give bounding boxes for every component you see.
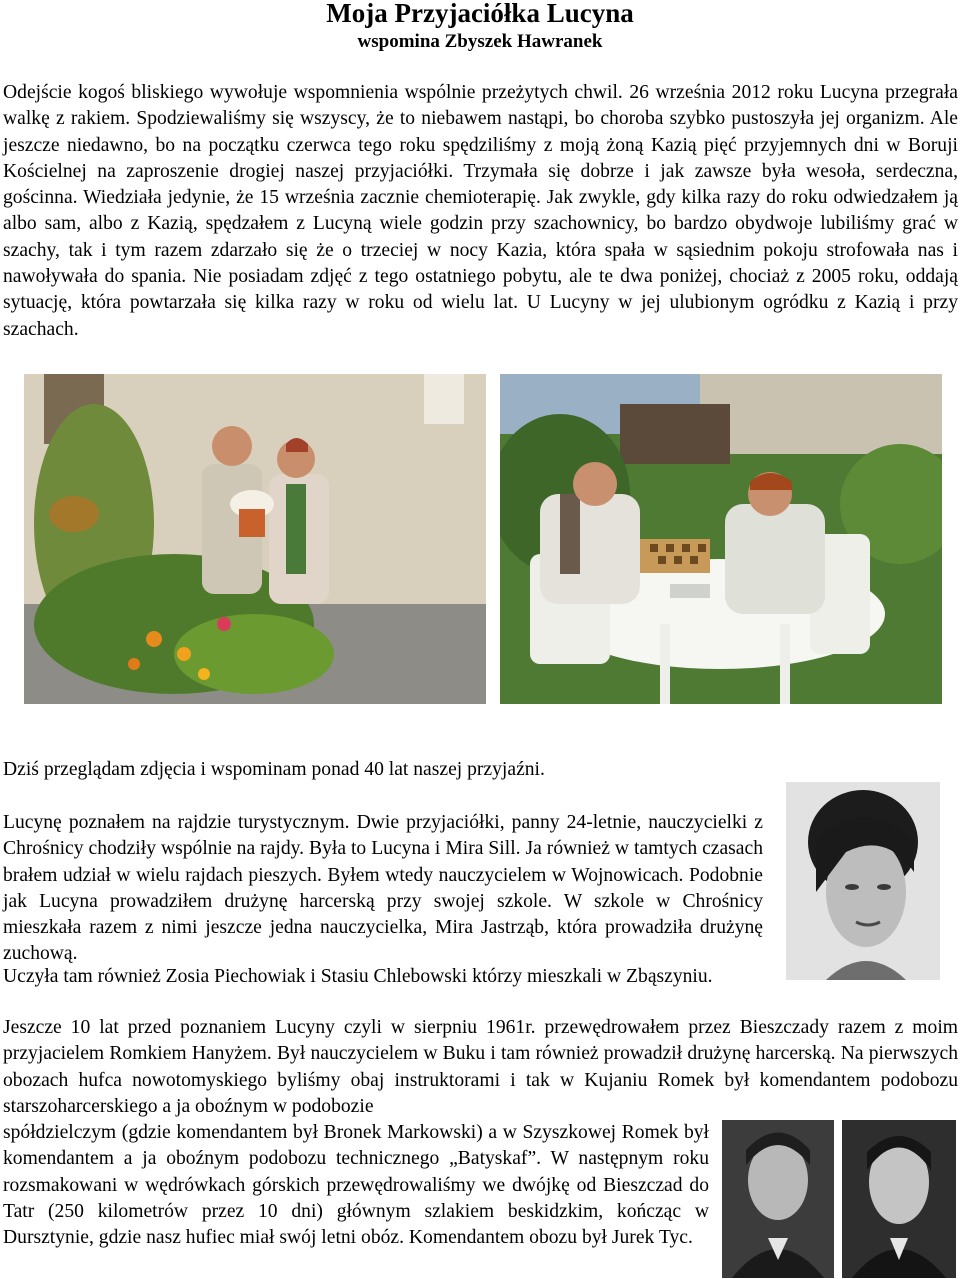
paragraph-meeting-end: Uczyła tam również Zosia Piechowiak i Stasiu Chlebowski którzy mieszkali w Zbąszyniu. <box>3 966 713 987</box>
page-subtitle: wspomina Zbyszek Hawranek <box>357 31 603 52</box>
garden-photo <box>24 374 486 704</box>
lucyna-portrait-photo <box>786 782 940 980</box>
paragraph-intro: Odejście kogoś bliskiego wywołuje wspomnienia wspólnie przeżytych chwil. 26 września 2012 roku Lucyna przegrała walkę z rakiem. Spodziewaliśmy się wszyscy, że to niebawem nastąpi, bo choroba szybko pustoszyła jej organizm. Ale jeszcze niedawno, bo na początku czerwca tego roku spędziliśmy z moją żoną Kazią pięć przyjemnych dni w Boruji Kościelnej na zaproszenie drogiej naszej przyjaciółki. Trzymała się dobrze i jak zawsze była wesoła, serdeczna, gościnna. Wiedziała jedynie, że 15 września zacznie chemioterapię. Jak zwykle, gdy kilka razy do roku odwiedzałem ją albo sam, albo z Kazią, spędzałem z Lucyną wiele godzin przy szachownicy, bo bardzo obydwoje lubiliśmy grać w szachy, tak i tym razem zdarzało się że o trzeciej w nocy Kazia, która spała w sąsiednim pokoju strofowała nas i nawoływała do spania. Nie posiadam zdjęć z tego ostatniego pobytu, ale te dwa poniżej, chociaż z 2005 roku, oddają sytuację, która powtarzała się kilka razy w roku od wielu lat. U Lucyny w jej ulubionym ogródku z Kazią i przy szachach. <box>3 82 958 340</box>
page-title: Moja Przyjaciółka Lucyna <box>326 0 634 28</box>
chess-photo <box>500 374 942 704</box>
paragraph-bieszczady-cont: spółdzielczym (gdzie komendantem był Bronek Markowski) a w Szyszkowej Romek był komendantem a ja oboźnym podobozu technicznego „Batyskaf”. W następnym roku rozsmakowani w wędrówkach górskich przewędrowaliśmy we dwójkę od Bieszczad do Tatr (250 kilometrów przez 10 dni) głównym szlakiem beskidzkim, kończąc w Dursztynie, gdzie nasz hufiec miał swój letni obóz. Komendantem obozu był Jurek Tyc. <box>3 1122 709 1249</box>
paragraph-bieszczady: Jeszcze 10 lat przed poznaniem Lucyny czyli w sierpniu 1961r. przewędrowałem przez Bieszczady razem z moim przyjacielem Romkiem Hanyżem. Był nauczycielem w Buku i tam również prowadził drużynę harcerską. Na pierwszych obozach hufca nowotomyskiego byliśmy obaj instruktorami i tak w Kujaniu Romek był komendantem podobozu starszoharcerskiego a ja oboźnym w podobozie <box>3 1017 958 1117</box>
scouts-portrait-photo <box>722 1120 956 1278</box>
paragraph-meeting: Lucynę poznałem na rajdzie turystycznym. Dwie przyjaciółki, panny 24-letnie, nauczycielki z Chrośnicy chodziły wspólnie na rajdy. Była to Lucyna i Mira Sill. Ja również w tamtych czasach brałem udział w wielu rajdach pieszych. Byłem wtedy nauczycielem w Wojnowicach. Podobnie jak Lucyna prowadziłem drużynę harcerską przy swojej szkole. W szkole w Chrośnicy mieszkała razem z nimi jeszcze jedna nauczycielka, Mira Jastrząb, która prowadziła drużynę zuchową. <box>3 812 763 965</box>
paragraph-memories: Dziś przeglądam zdjęcia i wspominam ponad 40 lat naszej przyjaźni. <box>3 759 545 780</box>
